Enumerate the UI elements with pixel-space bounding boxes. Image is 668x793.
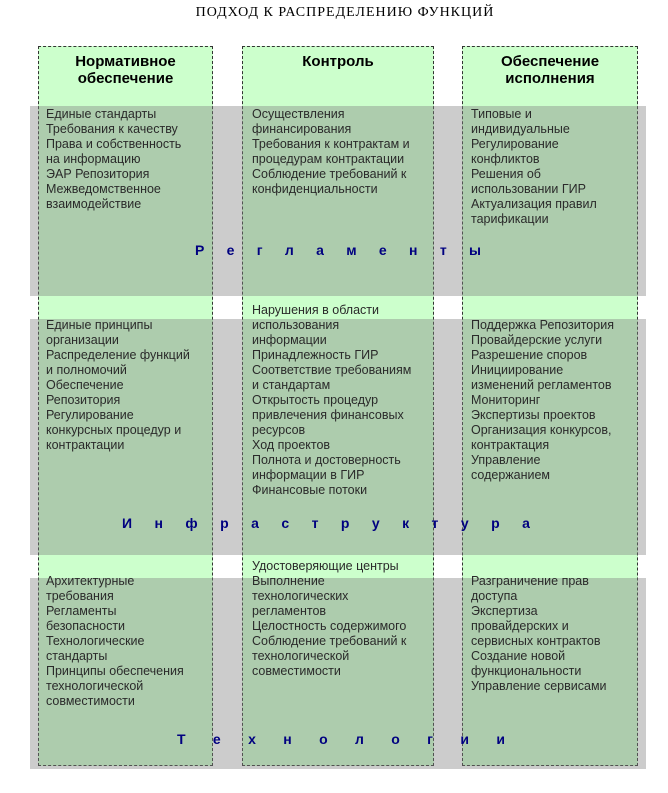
cell-line: Инициирование bbox=[471, 363, 564, 377]
band-label-letter: ф bbox=[185, 515, 198, 531]
cell-line: ЭАР Репозитория bbox=[46, 167, 150, 181]
cell-line: Экспертиза bbox=[471, 604, 538, 618]
band-label-letter: р bbox=[220, 515, 229, 531]
cell-line: Единые принципы bbox=[46, 318, 153, 332]
cell-line: контрактации bbox=[46, 438, 125, 452]
cell-line: Организация конкурсов, bbox=[471, 423, 612, 437]
band-label-letter: а bbox=[316, 242, 324, 258]
cell-line: доступа bbox=[471, 589, 518, 603]
band-label-letter: л bbox=[354, 731, 364, 747]
cell-line: Управление сервисами bbox=[471, 679, 607, 693]
cell-line: Межведомственное bbox=[46, 182, 161, 196]
cell-line: Поддержка Репозитория bbox=[471, 318, 614, 332]
band-label-letter: а bbox=[522, 515, 530, 531]
cell-line: Регулирование bbox=[471, 137, 559, 151]
cell-line: Соответствие требованиям bbox=[252, 363, 412, 377]
cell-line: технологической bbox=[46, 679, 144, 693]
band-label-letter: т bbox=[431, 515, 439, 531]
cell-line: Обеспечение bbox=[46, 378, 124, 392]
cell-line: конфиденциальности bbox=[252, 182, 378, 196]
band-label-letter: И bbox=[122, 515, 133, 531]
cell-line: требования bbox=[46, 589, 114, 603]
band-label-letter: р bbox=[491, 515, 500, 531]
cell-line: Регламенты bbox=[46, 604, 117, 618]
cell-line: Управление bbox=[471, 453, 541, 467]
cell-infrastructure-normative bbox=[46, 318, 190, 453]
cell-line: функциональности bbox=[471, 664, 582, 678]
cell-line: безопасности bbox=[46, 619, 126, 633]
cell-reglaments-execution bbox=[471, 107, 597, 227]
cell-line: Распределение функций bbox=[46, 348, 190, 362]
band-label-infrastructure bbox=[122, 515, 530, 531]
cell-line: Разграничение прав bbox=[471, 574, 589, 588]
cell-line: стандарты bbox=[46, 649, 108, 663]
cell-line: Провайдерские услуги bbox=[471, 333, 603, 347]
column-header-normative: Нормативное обеспечение bbox=[75, 53, 176, 87]
band-label-letter: г bbox=[256, 242, 263, 258]
cell-line: Требования к контрактам и bbox=[252, 137, 410, 151]
band-label-letter: е bbox=[212, 731, 221, 747]
column-header-control: Контроль bbox=[302, 53, 374, 70]
cell-technologies-normative bbox=[46, 574, 184, 709]
cell-line: Финансовые потоки bbox=[252, 483, 368, 497]
cell-line: Создание новой bbox=[471, 649, 566, 663]
cell-line: использования bbox=[252, 318, 340, 332]
cell-line: Нарушения в области bbox=[252, 303, 380, 317]
cell-technologies-execution bbox=[471, 574, 607, 694]
cell-line: Удостоверяющие центры bbox=[252, 559, 399, 573]
band-label-letter: г bbox=[427, 731, 434, 747]
band-label-letter: у bbox=[460, 515, 469, 531]
cell-line: Осуществления bbox=[252, 107, 345, 121]
cell-line: Целостность содержимого bbox=[252, 619, 407, 633]
cell-line: информации bbox=[252, 333, 327, 347]
band-label-letter: х bbox=[248, 731, 256, 747]
cell-line: Мониторинг bbox=[471, 393, 541, 407]
band-label-letter: е bbox=[226, 242, 235, 258]
band-label-reglaments bbox=[195, 242, 481, 258]
band-label-letter: н bbox=[409, 242, 418, 258]
band-label-letter: у bbox=[371, 515, 380, 531]
cell-line: Принципы обеспечения bbox=[46, 664, 184, 678]
cell-line: провайдерских и bbox=[471, 619, 569, 633]
band-label-letter: ы bbox=[468, 242, 481, 258]
cell-line: конкурсных процедур и bbox=[46, 423, 182, 437]
cell-line: взаимодействие bbox=[46, 197, 142, 211]
cell-line: Типовые и bbox=[471, 107, 532, 121]
cell-line: Экспертизы проектов bbox=[471, 408, 596, 422]
band-label-letter: с bbox=[281, 515, 290, 531]
cell-line: Технологические bbox=[46, 634, 145, 648]
band-label-letter: м bbox=[346, 242, 357, 258]
cell-infrastructure-execution bbox=[471, 318, 614, 483]
band-label-letter: к bbox=[402, 515, 410, 531]
band-label-letter: Т bbox=[177, 731, 186, 747]
band-label-letter: и bbox=[460, 731, 469, 747]
cell-line: информации в ГИР bbox=[252, 468, 365, 482]
cell-line: сервисных контрактов bbox=[471, 634, 601, 648]
cell-line: индивидуальные bbox=[471, 122, 570, 136]
band-label-technologies bbox=[177, 731, 505, 747]
band-label-letter: Р bbox=[195, 242, 205, 258]
cell-infrastructure-control bbox=[252, 303, 411, 498]
cell-line: ресурсов bbox=[252, 423, 306, 437]
cell-line: совместимости bbox=[252, 664, 341, 678]
cell-line: конфликтов bbox=[471, 152, 540, 166]
cell-line: регламентов bbox=[252, 604, 327, 618]
band-label-letter: о bbox=[391, 731, 400, 747]
cell-line: и полномочий bbox=[46, 363, 127, 377]
cell-line: Единые стандарты bbox=[46, 107, 157, 121]
cell-line: Требования к качеству bbox=[46, 122, 178, 136]
cell-reglaments-control bbox=[252, 107, 410, 197]
cell-line: тарификации bbox=[471, 212, 549, 226]
band-label-letter: и bbox=[496, 731, 505, 747]
cell-line: Ход проектов bbox=[252, 438, 331, 452]
band-label-letter: а bbox=[251, 515, 259, 531]
cell-line: на информацию bbox=[46, 152, 141, 166]
cell-line: процедурам контрактации bbox=[252, 152, 405, 166]
cell-line: технологической bbox=[252, 649, 350, 663]
band-label-letter: н bbox=[154, 515, 163, 531]
cell-line: Выполнение bbox=[252, 574, 325, 588]
cell-line: использовании ГИР bbox=[471, 182, 586, 196]
cell-line: содержанием bbox=[471, 468, 551, 482]
cell-line: Разрешение споров bbox=[471, 348, 588, 362]
column-header-execution: Обеспечение исполнения bbox=[500, 53, 600, 87]
band-label-letter: е bbox=[378, 242, 387, 258]
cell-line: организации bbox=[46, 333, 119, 347]
cell-line: Открытость процедур bbox=[252, 393, 379, 407]
cell-line: Актуализация правил bbox=[471, 197, 597, 211]
cell-line: контрактация bbox=[471, 438, 550, 452]
band-label-letter: т bbox=[439, 242, 447, 258]
cell-line: Полнота и достоверность bbox=[252, 453, 401, 467]
band-label-letter: н bbox=[283, 731, 292, 747]
cell-line: привлечения финансовых bbox=[252, 408, 404, 422]
cell-reglaments-normative bbox=[46, 107, 181, 212]
cell-line: Принадлежность ГИР bbox=[252, 348, 379, 362]
cell-line: Решения об bbox=[471, 167, 541, 181]
cell-line: Права и собственность bbox=[46, 137, 182, 151]
band-label-letter: р bbox=[340, 515, 350, 531]
cell-line: совместимости bbox=[46, 694, 135, 708]
cell-line: Регулирование bbox=[46, 408, 134, 422]
cell-line: технологических bbox=[252, 589, 349, 603]
cell-technologies-control bbox=[252, 559, 406, 679]
cell-line: Репозитория bbox=[46, 393, 121, 407]
cell-line: Соблюдение требований к bbox=[252, 634, 407, 648]
cell-line: Архитектурные bbox=[46, 574, 135, 588]
cell-line: Соблюдение требований к bbox=[252, 167, 407, 181]
diagram-title: ПОДХОД К РАСПРЕДЕЛЕНИЮ ФУНКЦИЙ bbox=[195, 5, 495, 20]
cell-line: финансирования bbox=[252, 122, 352, 136]
cell-line: изменений регламентов bbox=[471, 378, 612, 392]
cell-line: и стандартам bbox=[252, 378, 331, 392]
band-label-letter: т bbox=[311, 515, 319, 531]
band-label-letter: л bbox=[284, 242, 294, 258]
band-label-letter: о bbox=[319, 731, 328, 747]
